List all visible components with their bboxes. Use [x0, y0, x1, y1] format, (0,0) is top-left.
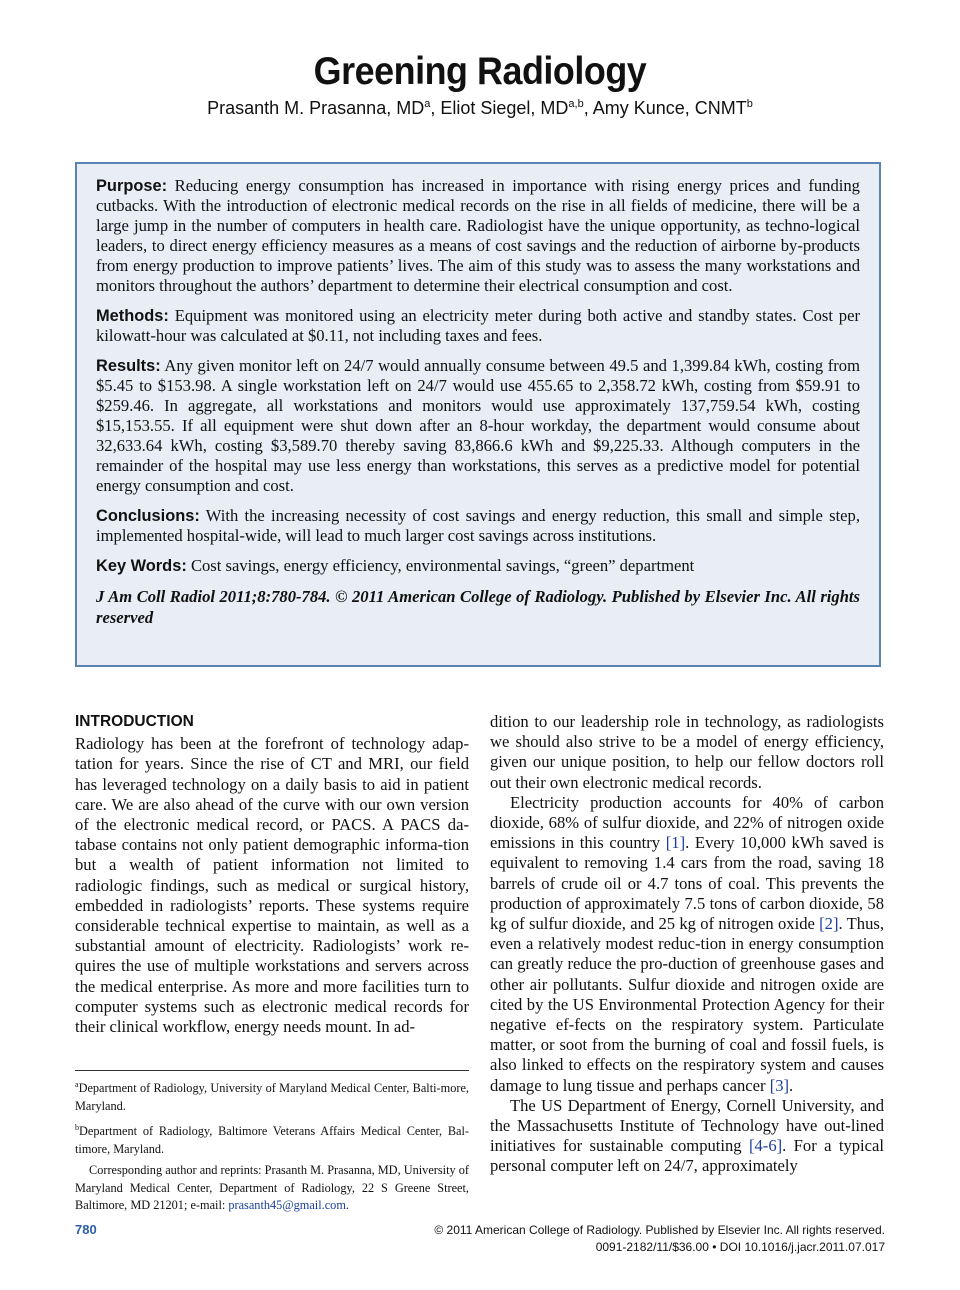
abstract-purpose [96, 176, 860, 296]
author-name: Amy Kunce, CNMT [592, 98, 747, 118]
abstract-keywords [96, 556, 860, 576]
reference-link[interactable]: [3] [769, 1075, 790, 1095]
purpose-label: Purpose: [96, 177, 168, 195]
abstract-methods [96, 306, 860, 346]
email-link[interactable]: prasanth45@gmail.com [228, 1198, 346, 1213]
author-list: Prasanth M. Prasanna, $MD^a$, Eliot Siegel, MD$^{a,b}$, Amy Kunce, CNMT$^b$ [207, 98, 753, 118]
body-column-left [75, 712, 469, 1037]
reference-link[interactable]: [1] [665, 833, 686, 853]
body-paragraph: Electricity production accounts for 40% of carbon dioxide, 68% of sulfur dioxide, and 22% of nitrogen oxide emissions in this country [1]. Every 10,000 kWh saved is equivalent to removing 1.4 cars from the road, saving 18 barrels of crude oil or 4.7 tons of coal. This prevents the production of approximately 7.5 tons of carbon dioxide, 58 kg of sulfur dioxide, and 25 kg of nitrogen oxide [2]. Thus, even a relatively modest reduc-tion in energy consumption can greatly reduce the pro-duction of greenhouse gases and other air pollutants. Sulfur dioxide and nitrogen oxide are cited by the US Environmental Protection Agency for their negative ef-fects on the respiratory system. Particulate matter, or soot from the burning of coal and fossil fuels, is also linked to effects on the respiratory system and causes damage to lung tissue and perhaps cancer [3]. [490, 792, 885, 1095]
section-heading-introduction: INTRODUCTION [75, 713, 194, 730]
article-title: Greening Radiology [313, 50, 647, 93]
purpose-text: Reducing energy consumption has increased in importance with rising energy prices and funding cutbacks. With the introduction of electronic medical records on the rise in all fields of medicine, there will be a large jump in the number of computers in health care. Radiologist have the unique opportunity, as techno-logical leaders, to direct energy efficiency measures as a means of cost savings and the reduction of airborne by-products from energy production to improve patients’ lives. The aim of this study was to assess the many workstations and monitors throughout the authors’ department to determine their electrical consumption and cost. [96, 176, 860, 295]
footnote-divider [75, 1070, 469, 1071]
footnotes [75, 1076, 469, 1219]
abstract-conclusions [96, 506, 860, 546]
methods-text: Equipment was monitored using an electricity meter during both active and standby states. Cost per kilowatt-hour was calculated at $0.11, not including taxes and fees. [96, 306, 860, 345]
methods-label: Methods: [96, 307, 169, 325]
footnote-marker: b [75, 1123, 79, 1133]
keywords-label: Key Words: [96, 557, 187, 575]
journal-citation: J Am Coll Radiol 2011;8:780-784. © 2011 American College of Radiology. Published by Elsevier Inc. All rights reserved [96, 587, 860, 627]
reference-link[interactable]: [4-6] [748, 1136, 783, 1156]
results-label: Results: [96, 357, 161, 375]
affiliation-marker: a,b [568, 98, 584, 110]
abstract-results [96, 356, 860, 496]
keywords-text: Cost savings, energy efficiency, environmental savings, “green” department [190, 556, 695, 575]
author-name: Eliot Siegel, MD [440, 98, 569, 118]
reference-link[interactable]: [2] [819, 914, 839, 934]
footnote-affiliation-b: $^b$Department of Radiology, Baltimore Veterans Affairs Medical Center, Bal-timore, Maryland. [75, 1123, 469, 1156]
author-name: Prasanth M. Prasanna, MD [207, 98, 425, 118]
body-paragraph: The US Department of Energy, Cornell University, and the Massachusetts Institute of Technology have out-lined initiatives for sustainable computing [4-6]. For a typical personal computer left on 24/7, approximately [490, 1095, 884, 1176]
footnote-corresponding-author: Corresponding author and reprints: Prasanth M. Prasanna, MD, University of Maryland Medical Center, Department of Radiology, 22 S Greene Street, Baltimore, MD 21201; e-mail: prasanth45@gmail.com. [75, 1163, 469, 1213]
conclusions-text: With the increasing necessity of cost savings and energy reduction, this small and simple step, implemented hospital-wide, will lead to much larger cost savings across institutions. [96, 506, 860, 545]
results-text: Any given monitor left on 24/7 would annually consume between 49.5 and 1,399.84 kWh, costing from $5.45 to $153.98. A single workstation left on 24/7 would use 455.65 to 2,358.72 kWh, costing from $59.91 to $259.46. In aggregate, all workstations and monitors would use approximately 137,759.54 kWh, costing $15,153.55. If all equipment were shut down after an 8-hour workday, the department would consume about 32,633.64 kWh, costing $3,589.70 thereby saving 83,866.6 kWh and $9,225.33. Although computers in the remainder of the hospital may use less energy than workstations, this serves as a predictive model for potential energy consumption and cost. [96, 356, 861, 495]
body-paragraph: Radiology has been at the forefront of technology adap-tation for years. Since the rise of CT and MRI, our field has leveraged technology on a daily basis to aid in patient care. We are also ahead of the curve with our own version of the electronic medical record, or PACS. A PACS da-tabase contains not only patient demographic informa-tion but a wealth of patient information not limited to radiologic findings, such as medical or surgical history, embedded in radiologists’ reports. These systems require considerable technical expertise to maintain, as well as a substantial amount of electricity. Radiologists’ work re-quires the use of multiple workstations and servers across the medical enterprise. As more and more facilities turn to computer systems such as electronic medical records for their clinical workflow, energy needs mount. In ad- [75, 734, 469, 1037]
footnote-affiliation-a: $^a$Department of Radiology, University of Maryland Medical Center, Balti-more, Maryland. [75, 1080, 469, 1113]
footer-copyright [434, 1222, 885, 1256]
copyright-line: © 2011 American College of Radiology. Published by Elsevier Inc. All rights reserved. [434, 1223, 885, 1237]
affiliation-marker: b [746, 98, 753, 110]
affiliation-marker: a [424, 98, 431, 110]
doi-line: 0091-2182/11/$36.00 • DOI 10.1016/j.jacr.2011.07.017 [595, 1240, 885, 1254]
footnote-marker: a [75, 1080, 79, 1089]
body-column-right [490, 712, 884, 1177]
page-number: 780 [75, 1222, 97, 1237]
abstract-box [75, 162, 881, 667]
body-paragraph: dition to our leadership role in technology, as radiologists we should also strive to be a model of energy efficiency, given our unique position, to help our fellow doctors roll out their own electronic medical records. [490, 712, 884, 792]
conclusions-label: Conclusions: [96, 507, 200, 525]
